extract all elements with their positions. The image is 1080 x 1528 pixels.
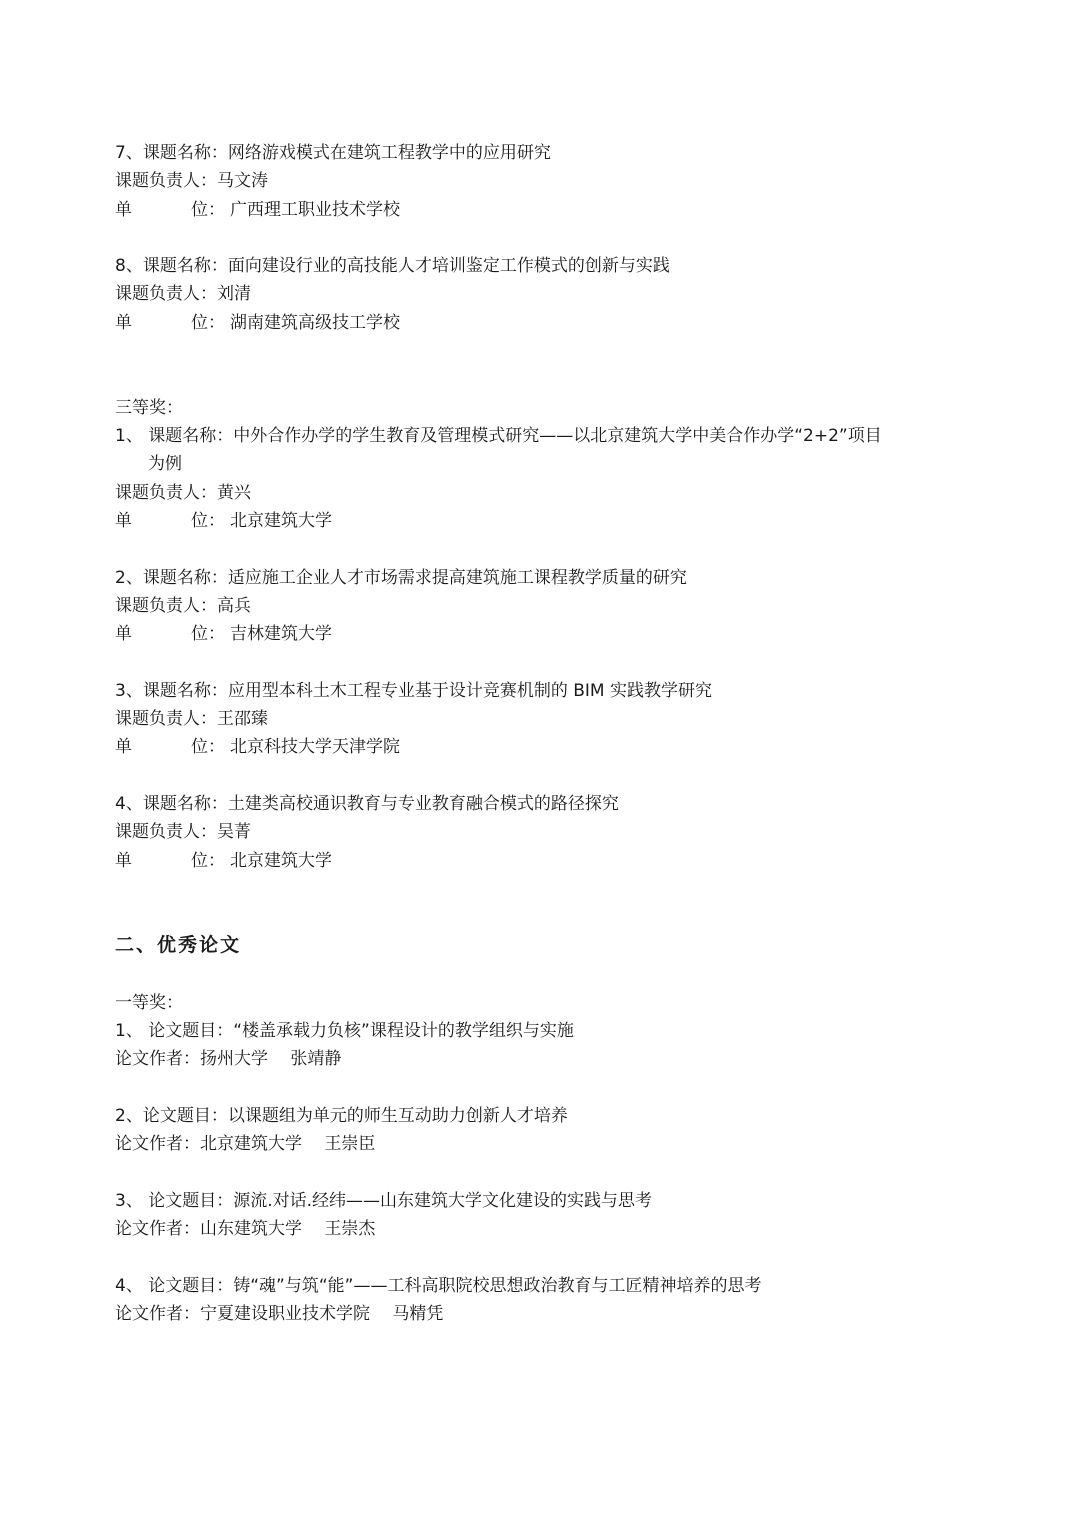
third-3-title: 3、课题名称：应用型本科土木工程专业基于设计竞赛机制的 BIM 实践教学研究	[115, 681, 712, 701]
project-7-unit: 广西理工职业技术学校	[230, 200, 400, 220]
project-7-title: 7、课题名称：网络游戏模式在建筑工程教学中的应用研究	[115, 143, 551, 163]
project-8-unit: 湖南建筑高级技工学校	[230, 313, 400, 333]
first-prize-label: 一等奖：	[115, 993, 183, 1013]
third-2-unit: 吉林建筑大学	[230, 624, 332, 644]
third-2-unit-row	[115, 622, 332, 646]
paper-2-title: 2、论文题目：以课题组为单元的师生互动助力创新人才培养	[115, 1106, 568, 1126]
third-1-unit: 北京建筑大学	[230, 511, 332, 531]
third-4-leader: 课题负责人：吴菁	[115, 822, 251, 842]
paper-1-author: 论文作者：扬州大学 张靖静	[115, 1049, 342, 1069]
unit-label: 单 位：	[115, 851, 225, 871]
paper-1-title: 1、 论文题目：“楼盖承载力负核”课程设计的教学组织与实施	[115, 1021, 574, 1041]
third-1-title: 1、 课题名称：中外合作办学的学生教育及管理模式研究——以北京建筑大学中美合作办学“2+2”项目	[115, 426, 882, 446]
third-4-title: 4、课题名称：土建类高校通识教育与专业教育融合模式的路径探究	[115, 794, 619, 814]
unit-label: 单 位：	[115, 313, 225, 333]
third-2-leader: 课题负责人：高兵	[115, 596, 251, 616]
project-8-title: 8、课题名称：面向建设行业的高技能人才培训鉴定工作模式的创新与实践	[115, 256, 670, 276]
paper-3-author: 论文作者：山东建筑大学 王崇杰	[115, 1219, 376, 1239]
third-prize-label: 三等奖：	[115, 398, 183, 418]
project-8-leader: 课题负责人：刘清	[115, 284, 251, 304]
third-4-unit-row	[115, 849, 332, 873]
third-1-unit-row	[115, 509, 332, 533]
third-3-unit: 北京科技大学天津学院	[230, 737, 400, 757]
paper-3-title: 3、 论文题目：源流.对话.经纬——山东建筑大学文化建设的实践与思考	[115, 1191, 653, 1211]
third-4-unit: 北京建筑大学	[230, 851, 332, 871]
third-3-unit-row	[115, 735, 400, 759]
unit-label: 单 位：	[115, 737, 225, 757]
paper-4-author: 论文作者：宁夏建设职业技术学院 马精凭	[115, 1304, 444, 1324]
paper-2-author: 论文作者：北京建筑大学 王崇臣	[115, 1134, 376, 1154]
paper-4-title: 4、 论文题目：铸“魂”与筑“能”——工科高职院校思想政治教育与工匠精神培养的思考	[115, 1276, 762, 1296]
project-7-leader: 课题负责人：马文涛	[115, 171, 268, 191]
project-7-unit-row	[115, 198, 400, 222]
third-2-title: 2、课题名称：适应施工企业人才市场需求提高建筑施工课程教学质量的研究	[115, 568, 687, 588]
third-3-leader: 课题负责人：王邵臻	[115, 709, 268, 729]
unit-label: 单 位：	[115, 511, 225, 531]
papers-heading: 二、优秀论文	[115, 934, 242, 956]
unit-label: 单 位：	[115, 200, 225, 220]
project-8-unit-row	[115, 311, 400, 335]
third-1-title-cont: 为例	[148, 454, 182, 474]
third-1-leader: 课题负责人：黄兴	[115, 483, 251, 503]
unit-label: 单 位：	[115, 624, 225, 644]
